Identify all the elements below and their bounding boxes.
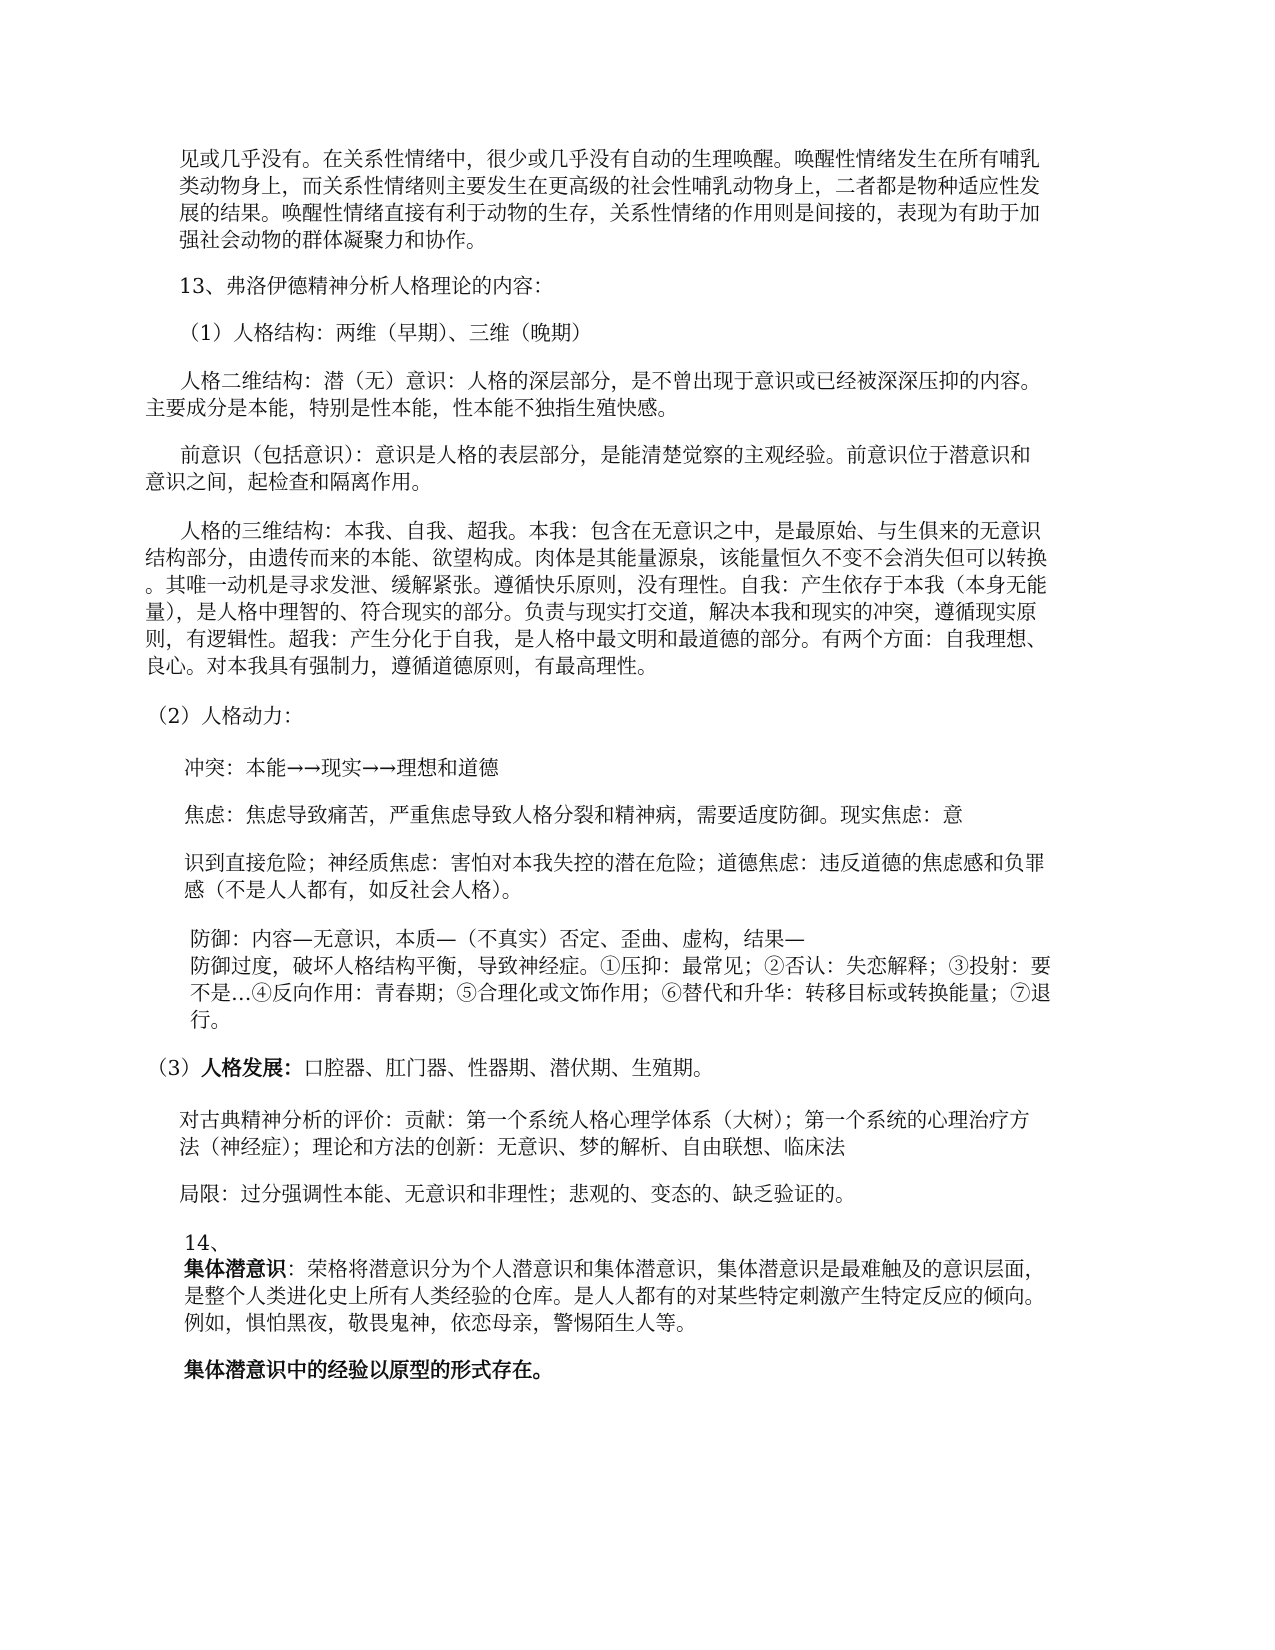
subheading-personality-structure — [179, 320, 592, 347]
text-line: 见或几乎没有。在关系性情绪中，很少或几乎没有自动的生理唤醒。唤醒性情绪发生在所有哺乳 — [179, 147, 1040, 171]
paragraph-archetype — [184, 1357, 553, 1384]
text-line: 集体潜意识中的经验以原型的形式存在。 — [184, 1358, 553, 1382]
term-bold: 集体潜意识 — [184, 1257, 287, 1281]
text-line — [147, 1055, 714, 1082]
paragraph-anxiety-intro — [184, 802, 963, 829]
text-line-rest: ：荣格将潜意识分为个人潜意识和集体潜意识，集体潜意识是最难触及的意识层面， — [286, 1257, 1045, 1281]
text-line: 主要成分是本能，特别是性本能，性本能不独指生殖快感。 — [145, 396, 678, 420]
text-line: 局限：过分强调性本能、无意识和非理性；悲观的、变态的、缺乏验证的。 — [179, 1182, 856, 1206]
text-line: 防御：内容—无意识，本质—（不真实）否定、歪曲、虚构，结果— — [190, 927, 805, 951]
paragraph-collective-unconscious — [184, 1256, 1045, 1337]
text-line: 良心。对本我具有强制力，遵循道德原则，有最高理性。 — [145, 654, 658, 678]
paragraph-two-dimension — [145, 368, 1041, 422]
text-line: 感（不是人人都有，如反社会人格）。 — [184, 878, 523, 902]
text-line: 例如，惧怕黑夜，敬畏鬼神，依恋母亲，警惕陌生人等。 — [184, 1311, 697, 1335]
text-line: 识到直接危险；神经质焦虑：害怕对本我失控的潜在危险；道德焦虑：违反道德的焦虑感和负罪 — [184, 851, 1045, 875]
text-line: 前意识（包括意识）：意识是人格的表层部分，是能清楚觉察的主观经验。前意识位于潜意识和 — [180, 443, 1031, 467]
text-line: 不是…④反向作用：青春期；⑤合理化或文饰作用；⑥替代和升华：转移目标或转换能量；⑦退 — [190, 981, 1051, 1005]
paragraph-conflict — [184, 755, 499, 782]
text-line: 人格二维结构：潜（无）意识：人格的深层部分，是不曾出现于意识或已经被深深压抑的内容。 — [180, 369, 1041, 393]
subheading-rest: 口腔器、肛门器、性器期、潜伏期、生殖期。 — [303, 1056, 714, 1080]
heading-text: 13、弗洛伊德精神分析人格理论的内容： — [179, 274, 554, 298]
text-line: 人格的三维结构：本我、自我、超我。本我：包含在无意识之中，是最原始、与生俱来的无意识 — [180, 519, 1041, 543]
text-line: 行。 — [190, 1008, 231, 1032]
paragraph-evaluation — [179, 1107, 1030, 1161]
text-line: 意识之间，起检查和隔离作用。 — [145, 470, 432, 494]
paragraph-defense — [190, 926, 1051, 1034]
text-line: 则，有逻辑性。超我：产生分化于自我，是人格中最文明和最道德的部分。有两个方面：自我理想、 — [145, 627, 1047, 651]
paragraph-anxiety-types — [184, 850, 1045, 904]
text-line — [184, 1256, 1045, 1283]
subheading-text: （2）人格动力： — [147, 704, 304, 728]
text-line: 焦虑：焦虑导致痛苦，严重焦虑导致人格分裂和精神病，需要适度防御。现实焦虑：意 — [184, 803, 963, 827]
subheading-bold-label: 人格发展： — [201, 1056, 304, 1080]
text-line: 法（神经症）；理论和方法的创新：无意识、梦的解析、自由联想、临床法 — [179, 1135, 846, 1159]
text-line: 量），是人格中理智的、符合现实的部分。负责与现实打交道，解决本我和现实的冲突，遵循现实原 — [145, 600, 1037, 624]
subheading-number: （3） — [147, 1056, 202, 1080]
subheading-text: （1）人格结构：两维（早期）、三维（晚期） — [179, 321, 592, 345]
subheading-personality-development — [147, 1055, 714, 1082]
heading-section-13 — [179, 273, 554, 300]
text-line: 类动物身上，而关系性情绪则主要发生在更高级的社会性哺乳动物身上，二者都是物种适应性发 — [179, 174, 1040, 198]
paragraph-limitations — [179, 1181, 856, 1208]
text-line: 防御过度，破坏人格结构平衡，导致神经症。①压抑：最常见；②否认：失恋解释；③投射：要 — [190, 954, 1051, 978]
paragraph-preconscious — [145, 442, 1031, 496]
text-line: 强社会动物的群体凝聚力和协作。 — [179, 228, 487, 252]
text-line: 。其唯一动机是寻求发泄、缓解紧张。遵循快乐原则，没有理性。自我：产生依存于本我（本身无能 — [145, 573, 1047, 597]
heading-section-14 — [184, 1230, 231, 1257]
text-line: 是整个人类进化史上所有人类经验的仓库。是人人都有的对某些特定刺激产生特定反应的倾向。 — [184, 1284, 1045, 1308]
subheading-personality-dynamics — [147, 703, 304, 730]
paragraph-three-dimension — [145, 518, 1047, 680]
text-line: 冲突：本能→→现实→→理想和道德 — [184, 756, 499, 780]
paragraph-intro — [179, 146, 1040, 254]
text-line: 展的结果。唤醒性情绪直接有利于动物的生存，关系性情绪的作用则是间接的，表现为有助于加 — [179, 201, 1040, 225]
heading-text: 14、 — [184, 1231, 231, 1255]
text-line: 结构部分，由遗传而来的本能、欲望构成。肉体是其能量源泉，该能量恒久不变不会消失但可以转换 — [145, 546, 1047, 570]
text-line: 对古典精神分析的评价：贡献：第一个系统人格心理学体系（大树）；第一个系统的心理治疗方 — [179, 1108, 1030, 1132]
